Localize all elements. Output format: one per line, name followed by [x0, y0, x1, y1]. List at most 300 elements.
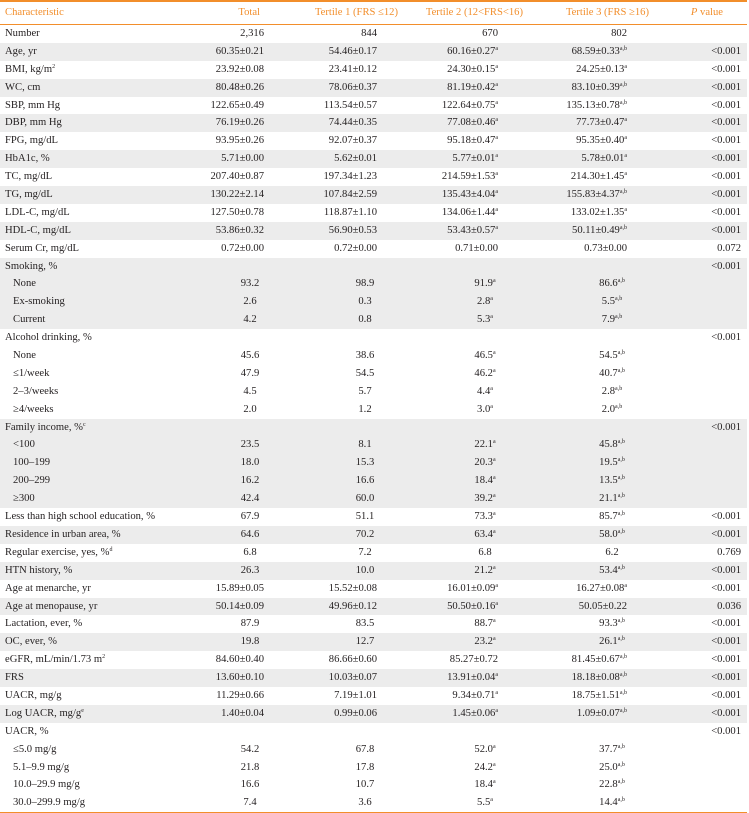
cell-total — [221, 240, 264, 258]
cell-tertile-2-footnote: a — [490, 403, 493, 410]
row-label-text: Age at menopause, yr — [5, 600, 98, 612]
cell-p-value — [711, 705, 741, 723]
row-label-text: Number — [5, 28, 40, 39]
row-label-text: Alcohol drinking, % — [5, 332, 92, 344]
cell-tertile-1-text: 118.87±1.10 — [323, 206, 377, 218]
cell-tertile-2-footnote: a — [492, 564, 496, 571]
cell-tertile-2-text: 81.19±0.42 — [447, 81, 496, 93]
table-row — [0, 723, 747, 741]
cell-p-value-text: <0.001 — [711, 117, 741, 129]
cell-tertile-3-footnote: a — [624, 63, 627, 70]
cell-total-text: 93.95±0.26 — [215, 135, 264, 147]
table-body — [0, 25, 747, 812]
cell-tertile-3-footnote: a,b — [617, 528, 625, 535]
cell-tertile-3 — [572, 79, 627, 97]
cell-tertile-3 — [572, 651, 627, 669]
cell-tertile-1 — [335, 436, 395, 454]
cell-tertile-2-text: 1.45±0.06 — [452, 707, 496, 719]
table-row — [0, 222, 747, 240]
cell-total — [216, 132, 264, 150]
cell-p-value — [711, 79, 741, 97]
table-row — [0, 419, 747, 437]
cell-p-value-text: <0.001 — [711, 511, 741, 523]
table-row — [0, 580, 747, 598]
cell-tertile-3-footnote: a,b — [617, 636, 625, 643]
cell-tertile-3 — [582, 347, 642, 365]
cell-tertile-1-text: 17.8 — [355, 761, 375, 773]
cell-tertile-2-footnote: a — [492, 761, 496, 768]
cell-total — [216, 598, 264, 616]
cell-total-text: 127.50±0.78 — [210, 206, 264, 218]
cell-tertile-1-text: 16.6 — [355, 475, 375, 487]
cell-tertile-2-text: 6.8 — [478, 546, 492, 558]
cell-tertile-2 — [455, 275, 515, 293]
cell-total-text: 4.5 — [243, 385, 257, 397]
cell-tertile-3 — [582, 633, 642, 651]
cell-total — [240, 25, 264, 43]
cell-tertile-2-text: 39.2 — [474, 493, 493, 505]
cell-tertile-3-footnote: a,b — [615, 296, 623, 303]
cell-tertile-1 — [335, 454, 395, 472]
cell-tertile-1-text: 0.72±0.00 — [334, 242, 377, 254]
cell-tertile-3 — [576, 132, 627, 150]
header-tertile-2: Tertile 2 (12<FRS<16) — [425, 7, 523, 18]
row-label-text: FPG, mg/dL — [5, 135, 58, 147]
cell-tertile-2-footnote: a — [492, 618, 496, 625]
cell-tertile-3 — [582, 454, 642, 472]
cell-p-value-text: <0.001 — [711, 189, 741, 201]
header-total: Total — [238, 7, 260, 18]
cell-tertile-3-footnote: a,b — [617, 493, 625, 500]
cell-tertile-2 — [447, 79, 498, 97]
row-label-text: WC, cm — [5, 81, 41, 93]
cell-total-text: 50.14±0.09 — [215, 600, 264, 612]
cell-tertile-1 — [335, 794, 395, 812]
cell-tertile-2-footnote: a — [492, 528, 496, 535]
cell-tertile-3-footnote: a — [624, 117, 627, 124]
cell-tertile-3-footnote: a,b — [619, 689, 627, 696]
cell-tertile-1 — [335, 615, 395, 633]
cell-total — [211, 186, 265, 204]
cell-total — [211, 97, 265, 115]
cell-tertile-3 — [566, 97, 627, 115]
cell-tertile-3-text: 2.8 — [601, 385, 616, 397]
cell-tertile-2-text: 60.16±0.27 — [447, 45, 496, 57]
cell-tertile-3-text: 25.0 — [599, 761, 618, 773]
row-label — [5, 526, 121, 544]
cell-total-text: 130.22±2.14 — [210, 189, 264, 201]
cell-p-value — [717, 598, 741, 616]
cell-tertile-1-text: 78.06±0.37 — [328, 81, 377, 93]
cell-total-text: 18.0 — [240, 457, 260, 469]
row-label — [5, 598, 97, 616]
cell-tertile-2-text: 52.0 — [474, 743, 493, 755]
cell-p-value — [711, 687, 741, 705]
row-label — [5, 43, 37, 61]
row-label — [5, 186, 53, 204]
cell-tertile-2 — [452, 705, 498, 723]
cell-total-text: 15.89±0.05 — [215, 582, 264, 594]
row-label-text: Serum Cr, mg/dL — [5, 242, 80, 254]
row-label — [5, 669, 24, 687]
cell-total — [220, 436, 280, 454]
cell-total — [220, 347, 280, 365]
row-label-text: 30.0–299.9 mg/g — [13, 797, 86, 809]
table-row — [0, 794, 747, 812]
row-label-text: ≤1/week — [13, 367, 50, 379]
cell-total — [220, 562, 280, 580]
cell-p-value-text: <0.001 — [711, 63, 741, 75]
cell-tertile-2 — [455, 794, 515, 812]
cell-tertile-2-footnote: a — [495, 99, 498, 106]
cell-tertile-3-footnote: a,b — [619, 99, 627, 106]
cell-tertile-2 — [455, 633, 515, 651]
cell-total — [216, 79, 264, 97]
cell-tertile-2-text: 16.01±0.09 — [447, 582, 496, 594]
cell-tertile-3-footnote: a,b — [619, 45, 627, 52]
row-label — [5, 25, 40, 43]
cell-total-text: 76.19±0.26 — [215, 117, 264, 129]
cell-tertile-3 — [584, 240, 627, 258]
cell-tertile-1-text: 10.7 — [355, 779, 375, 791]
table-row — [0, 776, 747, 794]
cell-tertile-3-footnote: a,b — [615, 403, 623, 410]
cell-p-value — [711, 508, 741, 526]
row-label-text: Log UACR, mg/g — [5, 707, 82, 719]
cell-tertile-1-text: 67.8 — [355, 743, 375, 755]
row-label — [5, 97, 60, 115]
row-label-text: BMI, kg/m — [5, 63, 53, 75]
cell-tertile-3-text: 83.10±0.39 — [571, 81, 620, 93]
cell-tertile-1 — [335, 562, 395, 580]
cell-tertile-1 — [329, 598, 377, 616]
cell-tertile-2 — [455, 311, 515, 329]
cell-p-value-text: <0.001 — [711, 654, 741, 666]
cell-total-text: 23.92±0.08 — [215, 63, 264, 75]
cell-total-text: 87.9 — [240, 618, 260, 630]
cell-p-value-text: <0.001 — [711, 689, 741, 701]
cell-tertile-2-text: 5.3 — [477, 314, 491, 326]
cell-total-text: 2,316 — [240, 28, 264, 39]
cell-tertile-3-footnote: a,b — [619, 707, 627, 714]
cell-tertile-3-text: 26.1 — [599, 636, 618, 648]
cell-total-text: 84.60±0.40 — [215, 654, 264, 666]
table-row — [0, 79, 747, 97]
row-label — [5, 419, 86, 437]
cell-p-value-text: <0.001 — [711, 672, 741, 684]
cell-tertile-2 — [442, 186, 498, 204]
cell-tertile-2-text: 46.2 — [474, 367, 493, 379]
table-row — [0, 598, 747, 616]
cell-tertile-2-footnote: a — [495, 63, 498, 70]
row-label — [5, 705, 84, 723]
cell-p-value — [717, 544, 741, 562]
row-label — [5, 61, 55, 79]
cell-tertile-2-footnote: a — [495, 224, 498, 231]
cell-tertile-3 — [579, 598, 627, 616]
row-label — [5, 687, 62, 705]
cell-tertile-3-text: 16.27±0.08 — [576, 582, 625, 594]
cell-tertile-2 — [447, 222, 498, 240]
cell-tertile-3-text: 37.7 — [599, 743, 618, 755]
cell-tertile-3-text: 2.0 — [601, 403, 616, 415]
cell-total-text: 60.35±0.21 — [215, 45, 264, 57]
cell-tertile-1-text: 15.52±0.08 — [328, 582, 377, 594]
cell-tertile-3-text: 40.7 — [599, 367, 618, 379]
cell-tertile-2-text: 21.2 — [474, 564, 493, 576]
table-row — [0, 240, 747, 258]
cell-tertile-3 — [582, 776, 642, 794]
row-label — [13, 490, 35, 508]
cell-tertile-1-text: 113.54±0.57 — [323, 99, 377, 111]
cell-tertile-1 — [335, 472, 395, 490]
cell-tertile-1 — [329, 222, 377, 240]
cell-tertile-2 — [447, 114, 498, 132]
table-row — [0, 401, 747, 419]
table-row — [0, 687, 747, 705]
cell-total — [220, 776, 280, 794]
cell-tertile-1 — [335, 508, 395, 526]
cell-tertile-2 — [482, 25, 498, 43]
cell-tertile-2-footnote: a — [490, 314, 493, 321]
row-label — [5, 723, 49, 741]
cell-tertile-2 — [455, 544, 515, 562]
cell-tertile-3 — [581, 150, 627, 168]
row-label — [5, 508, 155, 526]
cell-tertile-2-footnote: a — [492, 636, 496, 643]
cell-p-value — [711, 723, 741, 741]
row-label-footnote: d — [109, 546, 113, 553]
cell-total — [216, 669, 264, 687]
row-label-text: ≥4/weeks — [13, 403, 54, 415]
table-row — [0, 472, 747, 490]
cell-p-value-text: <0.001 — [711, 421, 741, 433]
row-label-text: Less than high school education, % — [5, 511, 156, 523]
cell-total-text: 19.8 — [240, 636, 260, 648]
cell-tertile-1 — [335, 383, 395, 401]
cell-tertile-2-text: 73.3 — [474, 511, 493, 523]
cell-tertile-1-text: 1.2 — [358, 403, 372, 415]
cell-tertile-3 — [577, 705, 627, 723]
cell-tertile-2-footnote: a — [495, 117, 498, 124]
row-label-text: DBP, mm Hg — [5, 117, 62, 129]
table-row — [0, 669, 747, 687]
cell-tertile-3-text: 5.5 — [601, 296, 616, 308]
cell-p-value-text: 0.769 — [717, 546, 741, 558]
cell-tertile-2-footnote: a — [495, 45, 498, 52]
cell-tertile-2-text: 9.34±0.71 — [452, 689, 496, 701]
cell-total-text: 0.72±0.00 — [221, 242, 264, 254]
cell-tertile-3-footnote: a,b — [617, 511, 625, 518]
row-label-footnote: c — [82, 421, 86, 428]
row-label-text: SBP, mm Hg — [5, 99, 61, 111]
table-row — [0, 150, 747, 168]
table-row — [0, 562, 747, 580]
cell-total-text: 67.9 — [240, 511, 260, 523]
cell-tertile-1-text: 38.6 — [355, 350, 375, 362]
table-row — [0, 168, 747, 186]
cell-tertile-2-footnote: a — [495, 600, 498, 607]
row-label — [13, 776, 80, 794]
cell-tertile-1-text: 107.84±2.59 — [323, 189, 377, 201]
row-label — [13, 311, 45, 329]
cell-tertile-1 — [324, 97, 377, 115]
row-label — [5, 615, 82, 633]
cell-tertile-1 — [335, 776, 395, 794]
cell-tertile-1 — [324, 168, 378, 186]
cell-tertile-1-text: 51.1 — [355, 511, 375, 523]
cell-tertile-1-text: 54.46±0.17 — [328, 45, 377, 57]
cell-tertile-2-text: 5.5 — [477, 797, 491, 809]
row-label-text: Age at menarche, yr — [5, 582, 91, 594]
cell-total-text: 54.2 — [240, 743, 260, 755]
cell-tertile-2-footnote: a — [495, 689, 498, 696]
cell-total-text: 47.9 — [240, 367, 260, 379]
cell-tertile-1-text: 15.3 — [355, 457, 375, 469]
cell-tertile-1-text: 3.6 — [358, 797, 372, 809]
cell-tertile-2-text: 77.08±0.46 — [447, 117, 496, 129]
cell-tertile-2-footnote: a — [492, 511, 496, 518]
cell-tertile-2 — [442, 168, 498, 186]
cell-tertile-1 — [335, 347, 395, 365]
cell-tertile-3-footnote: a — [624, 206, 627, 213]
cell-tertile-3-text: 5.78±0.01 — [581, 153, 625, 165]
cell-tertile-3-text: 802 — [611, 28, 627, 39]
cell-tertile-1 — [334, 240, 377, 258]
table-row — [0, 25, 747, 43]
cell-tertile-3-text: 54.5 — [599, 350, 618, 362]
cell-p-value — [711, 43, 741, 61]
cell-total — [220, 490, 280, 508]
row-label-footnote: 2 — [52, 63, 56, 70]
cell-tertile-2 — [455, 615, 515, 633]
cell-total — [220, 615, 280, 633]
cell-tertile-2-footnote: a — [490, 797, 493, 804]
cell-total — [220, 401, 280, 419]
cell-tertile-3-text: 18.75±1.51 — [571, 689, 620, 701]
cell-p-value-text: <0.001 — [711, 582, 741, 594]
cell-tertile-3 — [582, 365, 642, 383]
table-row — [0, 383, 747, 401]
cell-total — [216, 114, 264, 132]
row-label — [13, 454, 50, 472]
cell-p-value — [711, 150, 741, 168]
cell-p-value — [711, 97, 741, 115]
cell-tertile-3-footnote: a,b — [617, 367, 625, 374]
cell-tertile-1 — [329, 114, 377, 132]
cell-tertile-2-footnote: a — [492, 475, 496, 482]
cell-p-value-text: <0.001 — [711, 206, 741, 218]
cell-tertile-3 — [582, 472, 642, 490]
cell-tertile-3 — [576, 61, 627, 79]
cell-tertile-1 — [329, 61, 377, 79]
cell-total-text: 42.4 — [240, 493, 260, 505]
cell-tertile-3 — [582, 508, 642, 526]
cell-total-text: 7.4 — [243, 797, 257, 809]
table-row — [0, 436, 747, 454]
cell-tertile-1-text: 56.90±0.53 — [328, 224, 377, 236]
cell-tertile-1 — [335, 633, 395, 651]
cell-total-text: 26.3 — [240, 564, 260, 576]
row-label — [13, 275, 36, 293]
cell-tertile-1 — [361, 25, 377, 43]
cell-tertile-1 — [334, 705, 377, 723]
cell-tertile-2-footnote: a — [495, 582, 498, 589]
header-p-value — [691, 2, 723, 23]
cell-tertile-3-text: 85.7 — [599, 511, 618, 523]
cell-tertile-2-text: 670 — [482, 28, 498, 39]
cell-p-value-text: <0.001 — [711, 99, 741, 111]
cell-tertile-2-text: 91.9 — [474, 278, 493, 290]
cell-tertile-2-footnote: a — [492, 743, 496, 750]
row-label — [5, 633, 57, 651]
cell-total — [220, 454, 280, 472]
row-label-text: UACR, mg/g — [5, 689, 62, 701]
cell-p-value — [711, 633, 741, 651]
cell-tertile-3-footnote: a,b — [619, 224, 627, 231]
row-label-footnote: e — [81, 707, 84, 714]
row-label-text: Residence in urban area, % — [5, 528, 121, 540]
table-row — [0, 43, 747, 61]
row-label-text: 10.0–29.9 mg/g — [13, 779, 80, 791]
cell-p-value — [711, 580, 741, 598]
cell-tertile-1-text: 10.0 — [355, 564, 375, 576]
table-row — [0, 347, 747, 365]
cell-total-text: 2.6 — [243, 296, 257, 308]
header-characteristic: Characteristic — [5, 7, 64, 18]
cell-tertile-3-text: 21.1 — [599, 493, 618, 505]
cell-tertile-1-text: 49.96±0.12 — [328, 600, 377, 612]
table-row — [0, 544, 747, 562]
row-label — [13, 794, 85, 812]
row-label-text: eGFR, mL/min/1.73 m — [5, 654, 103, 666]
cell-tertile-3 — [576, 114, 627, 132]
cell-tertile-2-text: 214.59±1.53 — [441, 171, 496, 183]
row-label-text: OC, ever, % — [5, 636, 57, 648]
cell-tertile-2 — [452, 150, 498, 168]
cell-tertile-3-text: 95.35±0.40 — [576, 135, 625, 147]
cell-tertile-1 — [334, 687, 377, 705]
cell-tertile-2 — [447, 598, 498, 616]
cell-tertile-3 — [582, 436, 642, 454]
cell-tertile-2-text: 53.43±0.57 — [447, 224, 496, 236]
row-label-text: ≤5.0 mg/g — [13, 743, 57, 755]
cell-total-text: 13.60±0.10 — [215, 672, 264, 684]
cell-total — [220, 526, 280, 544]
cell-tertile-3 — [582, 741, 642, 759]
cell-p-value-text: <0.001 — [711, 636, 741, 648]
cell-tertile-3 — [582, 311, 642, 329]
cell-tertile-1 — [335, 759, 395, 777]
cell-tertile-3-text: 45.8 — [599, 439, 618, 451]
row-label-text: HTN history, % — [5, 564, 73, 576]
cell-tertile-1-text: 60.0 — [355, 493, 375, 505]
cell-tertile-1 — [324, 204, 377, 222]
cell-p-value-text: <0.001 — [711, 725, 741, 737]
cell-total — [220, 633, 280, 651]
cell-tertile-3-footnote: a — [624, 171, 627, 178]
cell-tertile-3-footnote: a,b — [617, 350, 625, 357]
cell-tertile-2-text: 2.8 — [477, 296, 491, 308]
row-label-text: UACR, % — [5, 725, 49, 737]
cell-tertile-3-footnote: a,b — [617, 797, 625, 804]
row-label — [5, 562, 72, 580]
cell-tertile-1 — [335, 526, 395, 544]
cell-tertile-3-text: 53.4 — [599, 564, 618, 576]
cell-tertile-1 — [324, 186, 378, 204]
cell-tertile-3-footnote: a,b — [617, 618, 625, 625]
row-label-text: 200–299 — [13, 475, 51, 487]
